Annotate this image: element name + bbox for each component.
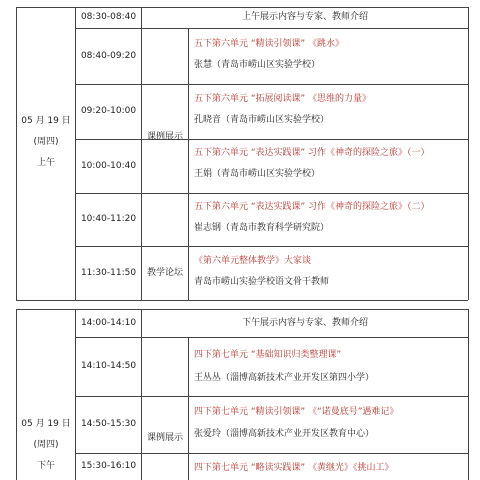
lesson-title: 五下第六单元 “表达实践课” 习作《神奇的探险之旅》（一） [194, 148, 430, 158]
time-slot: 08:30-08:40 [80, 12, 137, 22]
weekday-label: (周四) [33, 440, 59, 450]
lesson-teacher: 王丛丛（淄博高新技术产业开发区第四小学） [194, 373, 375, 383]
session-label: 课例展示 [146, 131, 183, 142]
table-border [468, 309, 469, 480]
time-slot: 10:40-11:20 [80, 214, 137, 224]
date-label: 05 月 19 日 [21, 116, 71, 126]
lesson-teacher: 张爱玲（淄博高新技术产业开发区教育中心） [194, 429, 375, 439]
period-label: 上午 [36, 158, 55, 168]
time-slot: 10:00-10:40 [80, 160, 137, 171]
forum-participants: 青岛市崂山实验学校语文骨干教师 [194, 277, 330, 287]
lesson-teacher: 张慧（青岛市崂山区实验学校） [194, 60, 321, 70]
time-slot: 14:10-14:50 [80, 361, 137, 371]
table-border [16, 309, 17, 480]
column-divider [188, 28, 189, 300]
forum-title: 《第六单元整体教学》大家谈 [194, 256, 312, 266]
column-divider [188, 337, 189, 480]
forum-label: 教学论坛 [146, 267, 183, 278]
lesson-title: 五下第六单元 “拓展阅读课” 《思维的力量》 [194, 94, 372, 104]
date-label: 05 月 19 日 [21, 419, 71, 429]
time-slot: 15:30-16:10 [80, 461, 137, 471]
lesson-title: 四下第七单元 “略读实践课” 《黄继光》《挑山工》 [194, 463, 394, 473]
lesson-title: 五下第六单元 “表达实践课” 习作《神奇的探险之旅》（二） [194, 202, 430, 212]
lesson-teacher: 王娟（青岛市崂山区实验学校） [194, 169, 321, 179]
lesson-title: 四下第七单元 “基础知识归类整理课” [194, 350, 342, 360]
time-slot: 08:40-09:20 [80, 50, 137, 61]
time-slot: 09:20-10:00 [80, 106, 137, 116]
weekday-label: (周四) [33, 137, 59, 147]
time-slot: 14:00-14:10 [80, 317, 137, 328]
intro-text: 下午展示内容与专家、教师介绍 [241, 317, 368, 328]
lesson-teacher: 孔晓音（青岛市崂山区实验学校） [194, 115, 330, 125]
period-label: 下午 [36, 461, 55, 471]
time-slot: 11:30-11:50 [80, 267, 137, 278]
lesson-title: 四下第七单元 “精读引领课” 《“诺曼底号”遇难记》 [194, 407, 399, 417]
table-border [16, 300, 468, 301]
time-slot: 14:50-15:30 [80, 419, 137, 429]
lesson-teacher: 崔志钢（青岛市教育科学研究院） [194, 223, 330, 233]
table-border [468, 7, 469, 300]
session-label: 课例展示 [146, 432, 183, 443]
table-border [16, 7, 17, 300]
lesson-title: 五下第六单元 “精读引领课” 《跳水》 [194, 39, 345, 49]
intro-text: 上午展示内容与专家、教师介绍 [241, 12, 368, 22]
